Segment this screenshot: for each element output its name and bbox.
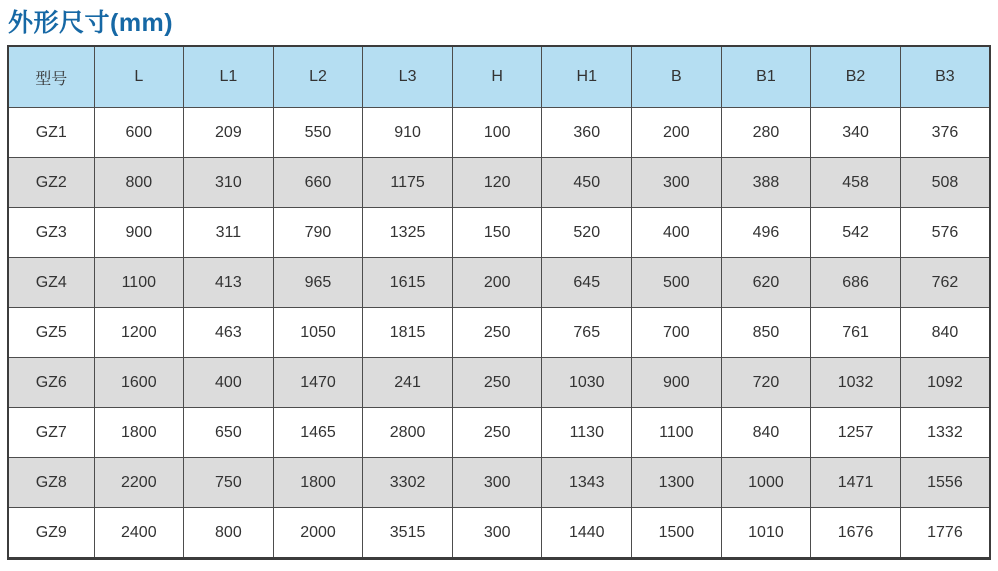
table-cell: 1470 xyxy=(273,358,363,408)
table-cell: 1500 xyxy=(632,508,722,559)
header-row xyxy=(8,46,990,108)
cell-model: GZ9 xyxy=(8,508,94,559)
table-cell: 241 xyxy=(363,358,453,408)
column-header-H: H xyxy=(452,46,542,108)
table-cell: 3302 xyxy=(363,458,453,508)
table-cell: 1100 xyxy=(94,258,184,308)
table-cell: 765 xyxy=(542,308,632,358)
table-row-gz5 xyxy=(8,308,990,358)
table-row-gz7 xyxy=(8,408,990,458)
table-cell: 1000 xyxy=(721,458,811,508)
cell-model: GZ4 xyxy=(8,258,94,308)
table-cell: 150 xyxy=(452,208,542,258)
dimensions-table xyxy=(7,45,991,560)
table-cell: 700 xyxy=(632,308,722,358)
column-header-B1: B1 xyxy=(721,46,811,108)
table-cell: 1471 xyxy=(811,458,901,508)
cell-model: GZ3 xyxy=(8,208,94,258)
table-cell: 496 xyxy=(721,208,811,258)
cell-model: GZ8 xyxy=(8,458,94,508)
table-cell: 1200 xyxy=(94,308,184,358)
cell-model: GZ2 xyxy=(8,158,94,208)
table-cell: 450 xyxy=(542,158,632,208)
table-row-gz9 xyxy=(8,508,990,559)
table-cell: 508 xyxy=(900,158,990,208)
table-cell: 100 xyxy=(452,108,542,158)
table-cell: 800 xyxy=(184,508,274,559)
table-cell: 910 xyxy=(363,108,453,158)
table-cell: 2800 xyxy=(363,408,453,458)
table-cell: 1815 xyxy=(363,308,453,358)
table-cell: 3515 xyxy=(363,508,453,559)
table-cell: 300 xyxy=(452,508,542,559)
table-cell: 250 xyxy=(452,358,542,408)
table-cell: 1800 xyxy=(273,458,363,508)
table-cell: 1050 xyxy=(273,308,363,358)
table-cell: 762 xyxy=(900,258,990,308)
table-cell: 1600 xyxy=(94,358,184,408)
table-cell: 2000 xyxy=(273,508,363,559)
table-cell: 400 xyxy=(632,208,722,258)
table-row-gz1 xyxy=(8,108,990,158)
table-cell: 310 xyxy=(184,158,274,208)
table-cell: 900 xyxy=(94,208,184,258)
table-cell: 686 xyxy=(811,258,901,308)
table-cell: 660 xyxy=(273,158,363,208)
cell-model: GZ5 xyxy=(8,308,94,358)
cell-model: GZ1 xyxy=(8,108,94,158)
table-cell: 900 xyxy=(632,358,722,408)
table-cell: 650 xyxy=(184,408,274,458)
table-cell: 300 xyxy=(632,158,722,208)
column-header-B2: B2 xyxy=(811,46,901,108)
table-cell: 300 xyxy=(452,458,542,508)
table-cell: 413 xyxy=(184,258,274,308)
table-cell: 250 xyxy=(452,408,542,458)
table-cell: 720 xyxy=(721,358,811,408)
table-cell: 1332 xyxy=(900,408,990,458)
table-cell: 850 xyxy=(721,308,811,358)
table-cell: 360 xyxy=(542,108,632,158)
cell-model: GZ7 xyxy=(8,408,94,458)
table-cell: 1776 xyxy=(900,508,990,559)
table-cell: 120 xyxy=(452,158,542,208)
table-cell: 1175 xyxy=(363,158,453,208)
table-cell: 500 xyxy=(632,258,722,308)
table-cell: 1100 xyxy=(632,408,722,458)
table-cell: 620 xyxy=(721,258,811,308)
table-cell: 1257 xyxy=(811,408,901,458)
table-row-gz2 xyxy=(8,158,990,208)
column-header-L: L xyxy=(94,46,184,108)
table-cell: 1032 xyxy=(811,358,901,408)
table-cell: 1343 xyxy=(542,458,632,508)
table-cell: 1010 xyxy=(721,508,811,559)
table-cell: 1130 xyxy=(542,408,632,458)
table-cell: 1556 xyxy=(900,458,990,508)
table-cell: 1615 xyxy=(363,258,453,308)
table-cell: 576 xyxy=(900,208,990,258)
table-cell: 965 xyxy=(273,258,363,308)
table-cell: 550 xyxy=(273,108,363,158)
page-title: 外形尺寸(mm) xyxy=(8,9,174,37)
table-cell: 1800 xyxy=(94,408,184,458)
cell-model: GZ6 xyxy=(8,358,94,408)
table-cell: 520 xyxy=(542,208,632,258)
table-cell: 2200 xyxy=(94,458,184,508)
column-header-B: B xyxy=(632,46,722,108)
table-cell: 1440 xyxy=(542,508,632,559)
table-cell: 388 xyxy=(721,158,811,208)
table-cell: 790 xyxy=(273,208,363,258)
table-cell: 209 xyxy=(184,108,274,158)
column-header-model: 型号 xyxy=(8,46,94,108)
table-row-gz6 xyxy=(8,358,990,408)
table-cell: 200 xyxy=(632,108,722,158)
table-cell: 761 xyxy=(811,308,901,358)
table-cell: 840 xyxy=(721,408,811,458)
table-cell: 1300 xyxy=(632,458,722,508)
column-header-L1: L1 xyxy=(184,46,274,108)
table-cell: 311 xyxy=(184,208,274,258)
table-cell: 1465 xyxy=(273,408,363,458)
column-header-B3: B3 xyxy=(900,46,990,108)
table-cell: 340 xyxy=(811,108,901,158)
table-cell: 600 xyxy=(94,108,184,158)
table-cell: 280 xyxy=(721,108,811,158)
table-cell: 1030 xyxy=(542,358,632,408)
table-cell: 542 xyxy=(811,208,901,258)
table-cell: 250 xyxy=(452,308,542,358)
table-cell: 1325 xyxy=(363,208,453,258)
column-header-H1: H1 xyxy=(542,46,632,108)
table-cell: 400 xyxy=(184,358,274,408)
table-cell: 800 xyxy=(94,158,184,208)
table-cell: 840 xyxy=(900,308,990,358)
table-cell: 458 xyxy=(811,158,901,208)
column-header-L2: L2 xyxy=(273,46,363,108)
table-cell: 2400 xyxy=(94,508,184,559)
table-cell: 200 xyxy=(452,258,542,308)
table-cell: 750 xyxy=(184,458,274,508)
table-row-gz8 xyxy=(8,458,990,508)
table-cell: 463 xyxy=(184,308,274,358)
table-row-gz3 xyxy=(8,208,990,258)
table-cell: 1676 xyxy=(811,508,901,559)
table-row-gz4 xyxy=(8,258,990,308)
column-header-L3: L3 xyxy=(363,46,453,108)
table-header xyxy=(8,46,990,108)
table-cell: 1092 xyxy=(900,358,990,408)
table-body xyxy=(8,108,990,559)
table-cell: 376 xyxy=(900,108,990,158)
table-cell: 645 xyxy=(542,258,632,308)
